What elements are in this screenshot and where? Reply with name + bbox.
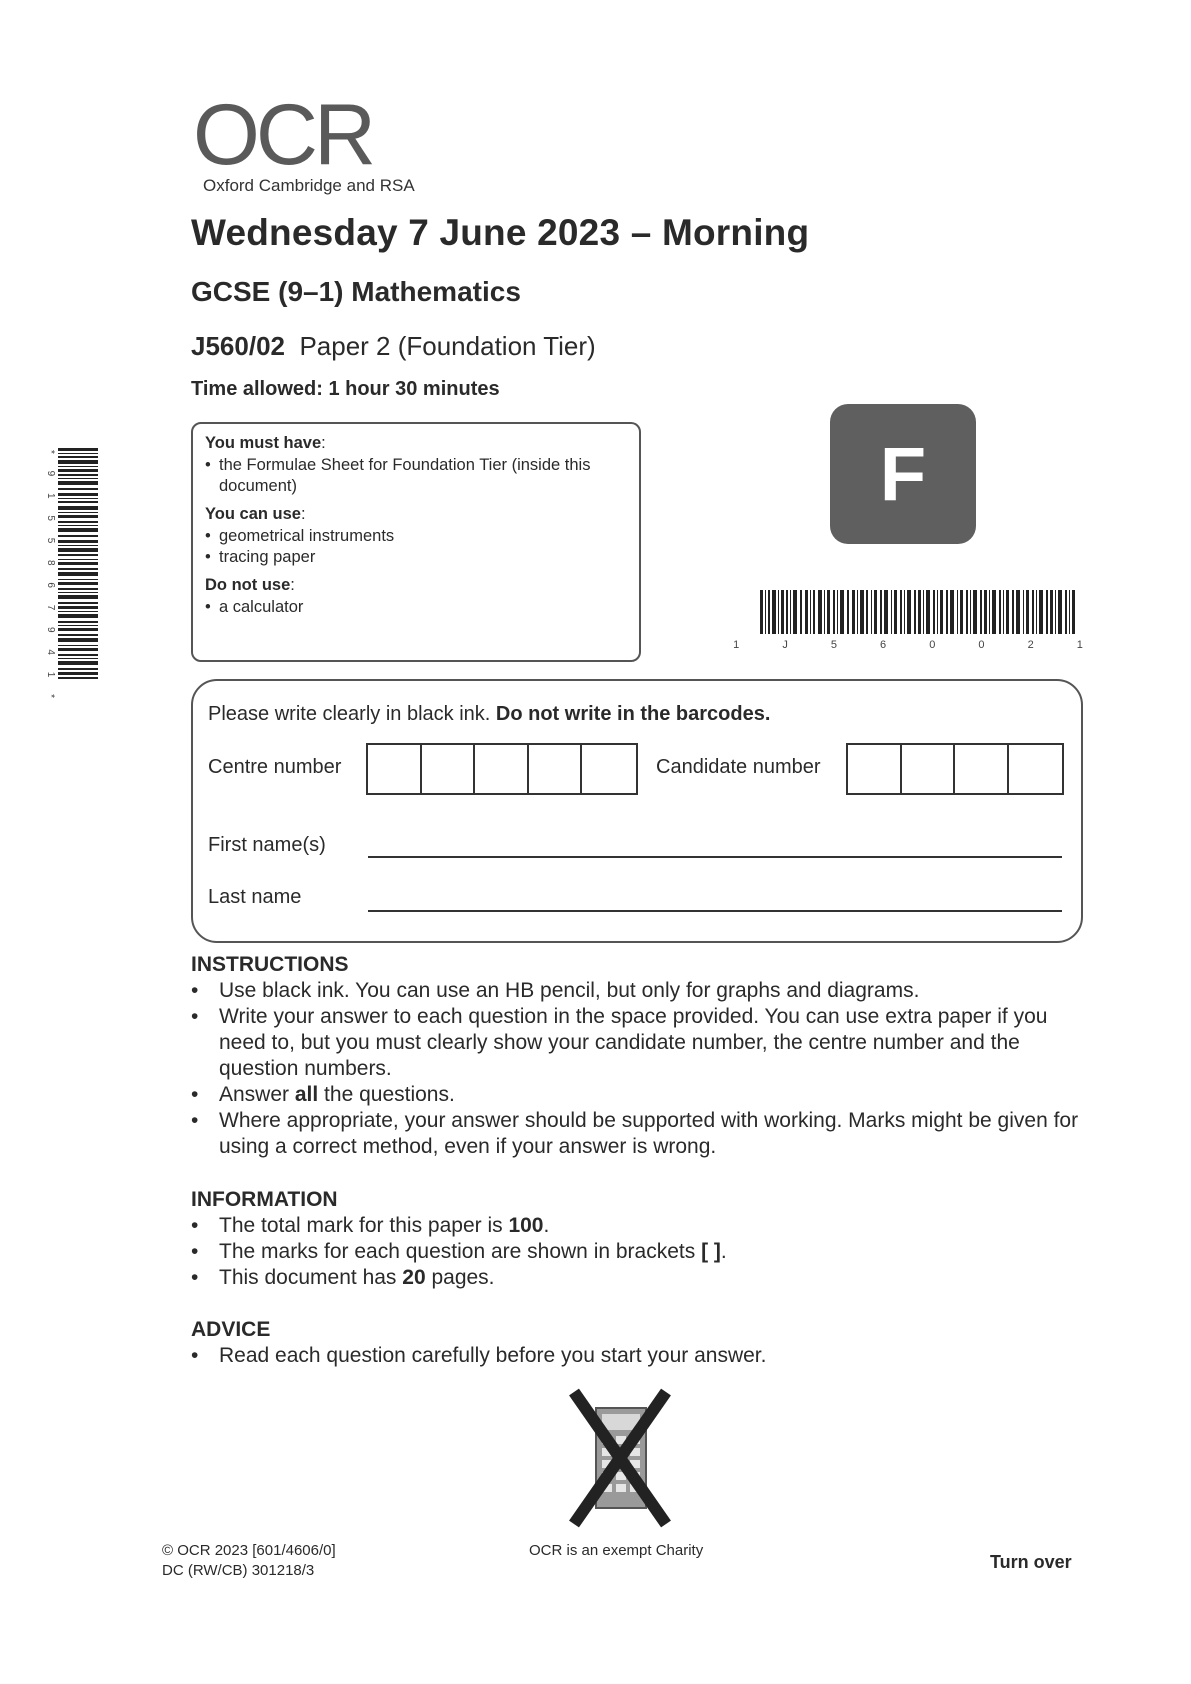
information-item: • The total mark for this paper is 100. — [191, 1213, 1091, 1239]
paper-name: Paper 2 (Foundation Tier) — [299, 331, 596, 361]
paper-barcode — [733, 590, 1103, 651]
last-name-line[interactable] — [368, 910, 1062, 912]
can-use-item: • tracing paper — [205, 547, 627, 568]
time-allowed: Time allowed: 1 hour 30 minutes — [191, 378, 500, 400]
no-calculator-icon — [566, 1388, 676, 1528]
instruction-item: • Where appropriate, your answer should be supported with working. Marks might be given for using a correct method, even if your answer is wrong. — [191, 1108, 1091, 1160]
do-not-use-heading: Do not use: — [205, 576, 295, 594]
paper-barcode-digits: 1 J 5 6 0 0 2 1 — [733, 639, 1103, 651]
last-name-label: Last name — [208, 886, 302, 908]
subject-title: GCSE (9–1) Mathematics — [191, 276, 521, 307]
candidate-barcode-digits: * 9 1 5 5 8 6 7 9 4 1 * — [45, 450, 56, 705]
candidate-digit-box[interactable] — [1009, 745, 1062, 795]
logo-subtitle: Oxford Cambridge and RSA — [203, 176, 415, 195]
must-have-heading: You must have: — [205, 434, 326, 452]
first-name-line[interactable] — [368, 856, 1062, 858]
advice-heading: ADVICE — [191, 1318, 271, 1341]
exam-date-title: Wednesday 7 June 2023 – Morning — [191, 212, 810, 253]
do-not-use-item: • a calculator — [205, 597, 627, 618]
advice-section — [191, 1318, 1091, 1369]
logo-text: OCR — [193, 87, 373, 183]
candidate-digit-box[interactable] — [902, 745, 956, 795]
candidate-digit-box[interactable] — [848, 745, 902, 795]
write-clearly-instruction: Please write clearly in black ink. Do not write in the barcodes. — [208, 703, 771, 725]
candidate-number-boxes[interactable] — [846, 743, 1064, 795]
centre-digit-box[interactable] — [529, 745, 583, 795]
paper-code: J560/02 — [191, 331, 285, 361]
paper-title — [191, 331, 596, 362]
tier-badge: F — [830, 404, 976, 544]
instruction-item: • Answer all the questions. — [191, 1082, 1091, 1108]
requirements-box — [191, 422, 641, 662]
turn-over-text: Turn over — [990, 1552, 1072, 1572]
information-section — [191, 1188, 1091, 1291]
instruction-item: • Use black ink. You can use an HB pencil, but only for graphs and diagrams. — [191, 978, 1091, 1004]
must-have-item: • the Formulae Sheet for Foundation Tier (inside this document) — [205, 455, 627, 497]
centre-digit-box[interactable] — [368, 745, 422, 795]
centre-number-boxes[interactable] — [366, 743, 638, 795]
document-code: DC (RW/CB) 301218/3 — [162, 1562, 315, 1579]
information-heading: INFORMATION — [191, 1188, 338, 1211]
centre-digit-box[interactable] — [422, 745, 476, 795]
charity-text: OCR is an exempt Charity — [529, 1542, 704, 1559]
candidate-barcode — [38, 448, 100, 705]
centre-number-label: Centre number — [208, 756, 342, 778]
candidate-number-label: Candidate number — [656, 756, 821, 778]
candidate-digit-box[interactable] — [955, 745, 1009, 795]
centre-digit-box[interactable] — [582, 745, 636, 795]
advice-item: • Read each question carefully before you start your answer. — [191, 1343, 1091, 1369]
instructions-section — [191, 953, 1091, 1160]
centre-digit-box[interactable] — [475, 745, 529, 795]
information-item: • This document has 20 pages. — [191, 1265, 1091, 1291]
can-use-item: • geometrical instruments — [205, 526, 627, 547]
copyright-text: © OCR 2023 [601/4606/0] — [162, 1542, 336, 1559]
instructions-heading: INSTRUCTIONS — [191, 953, 349, 976]
can-use-heading: You can use: — [205, 505, 306, 523]
information-item: • The marks for each question are shown in brackets [ ]. — [191, 1239, 1091, 1265]
first-name-label: First name(s) — [208, 834, 326, 856]
instruction-item: • Write your answer to each question in the space provided. You can use extra paper if you need to, but you must clearly show your candidate number, the centre number and the question numbers. — [191, 1004, 1091, 1082]
